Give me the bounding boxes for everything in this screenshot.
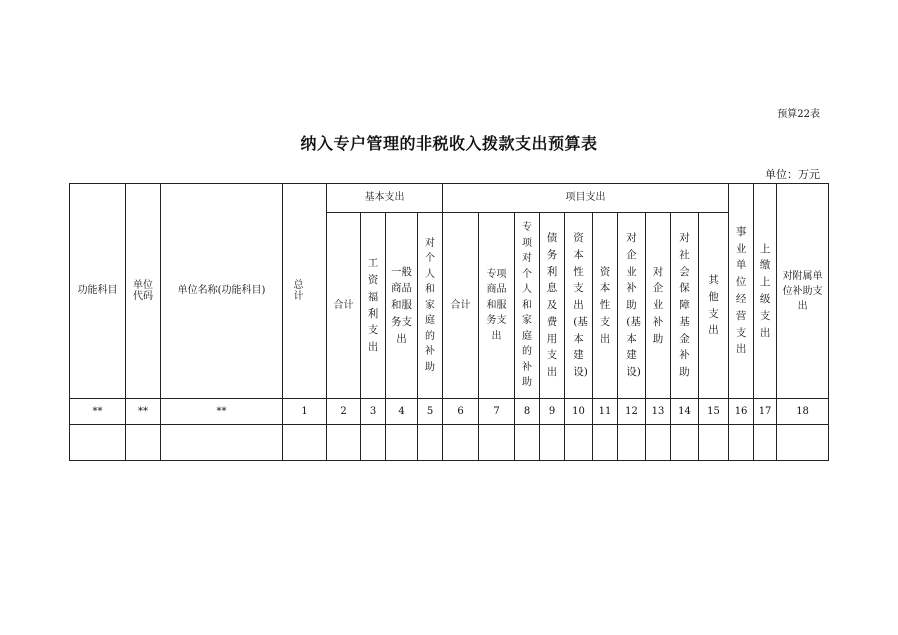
index-cell: 7: [479, 399, 515, 425]
data-cell: [70, 425, 126, 461]
header-total: 总计: [283, 184, 327, 399]
header-project-goods: 专项商品和服务支出: [479, 213, 515, 399]
index-cell: 11: [593, 399, 618, 425]
header-basic-goods: 一般商品和服务支出: [386, 213, 418, 399]
index-cell: **: [161, 399, 283, 425]
data-cell: [283, 425, 327, 461]
data-cell: [729, 425, 754, 461]
data-cell: [646, 425, 671, 461]
index-cell: 4: [386, 399, 418, 425]
header-unit-code: 单位代码: [126, 184, 161, 399]
index-cell: 3: [361, 399, 386, 425]
header-project-enterprise-basic: 对企业补助(基本建设): [618, 213, 646, 399]
header-basic-subtotal: 合计: [327, 213, 361, 399]
data-cell: [593, 425, 618, 461]
data-cell: [671, 425, 699, 461]
header-project-debt: 债务利息及费用支出: [540, 213, 565, 399]
index-cell: 12: [618, 399, 646, 425]
index-cell: 8: [515, 399, 540, 425]
index-cell: **: [126, 399, 161, 425]
data-cell: [618, 425, 646, 461]
header-remit-upper: 上缴上级支出: [754, 184, 777, 399]
data-cell: [161, 425, 283, 461]
index-cell: 13: [646, 399, 671, 425]
header-project-expenditure: 项目支出: [443, 184, 729, 213]
header-subsidiary-subsidy: 对附属单位补助支出: [777, 184, 829, 399]
header-business-operation: 事业单位经营支出: [729, 184, 754, 399]
index-cell: 2: [327, 399, 361, 425]
data-cell: [754, 425, 777, 461]
data-cell: [418, 425, 443, 461]
index-cell: 10: [565, 399, 593, 425]
header-project-other: 其他支出: [699, 213, 729, 399]
header-unit-name: 单位名称(功能科目): [161, 184, 283, 399]
header-function-subject: 功能科目: [70, 184, 126, 399]
data-cell: [699, 425, 729, 461]
index-cell: 6: [443, 399, 479, 425]
index-cell: 18: [777, 399, 829, 425]
index-cell: 17: [754, 399, 777, 425]
index-cell: 9: [540, 399, 565, 425]
header-project-capital: 资本性支出: [593, 213, 618, 399]
header-project-households: 专项对个人和家庭的补助: [515, 213, 540, 399]
unit-label: 单位：万元: [765, 168, 820, 181]
data-cell: [777, 425, 829, 461]
index-cell: 15: [699, 399, 729, 425]
data-cell: [126, 425, 161, 461]
header-basic-households: 对个人和家庭的补助: [418, 213, 443, 399]
data-cell: [361, 425, 386, 461]
index-cell: **: [70, 399, 126, 425]
data-cell: [479, 425, 515, 461]
table-number-label: 预算22表: [777, 109, 820, 120]
header-basic-wages: 工资福利支出: [361, 213, 386, 399]
index-cell: 1: [283, 399, 327, 425]
header-basic-expenditure: 基本支出: [327, 184, 443, 213]
header-project-social-security: 对社会保障基金补助: [671, 213, 699, 399]
data-cell: [443, 425, 479, 461]
index-cell: 14: [671, 399, 699, 425]
budget-table: [69, 183, 829, 461]
data-cell: [515, 425, 540, 461]
data-cell: [565, 425, 593, 461]
header-project-capital-basic: 资本性支出(基本建设): [565, 213, 593, 399]
index-cell: 5: [418, 399, 443, 425]
table-row: [70, 425, 829, 461]
data-cell: [327, 425, 361, 461]
data-cell: [540, 425, 565, 461]
header-project-subtotal: 合计: [443, 213, 479, 399]
page-title: 纳入专户管理的非税收入拨款支出预算表: [300, 134, 598, 153]
data-cell: [386, 425, 418, 461]
index-cell: 16: [729, 399, 754, 425]
header-project-enterprise: 对企业补助: [646, 213, 671, 399]
